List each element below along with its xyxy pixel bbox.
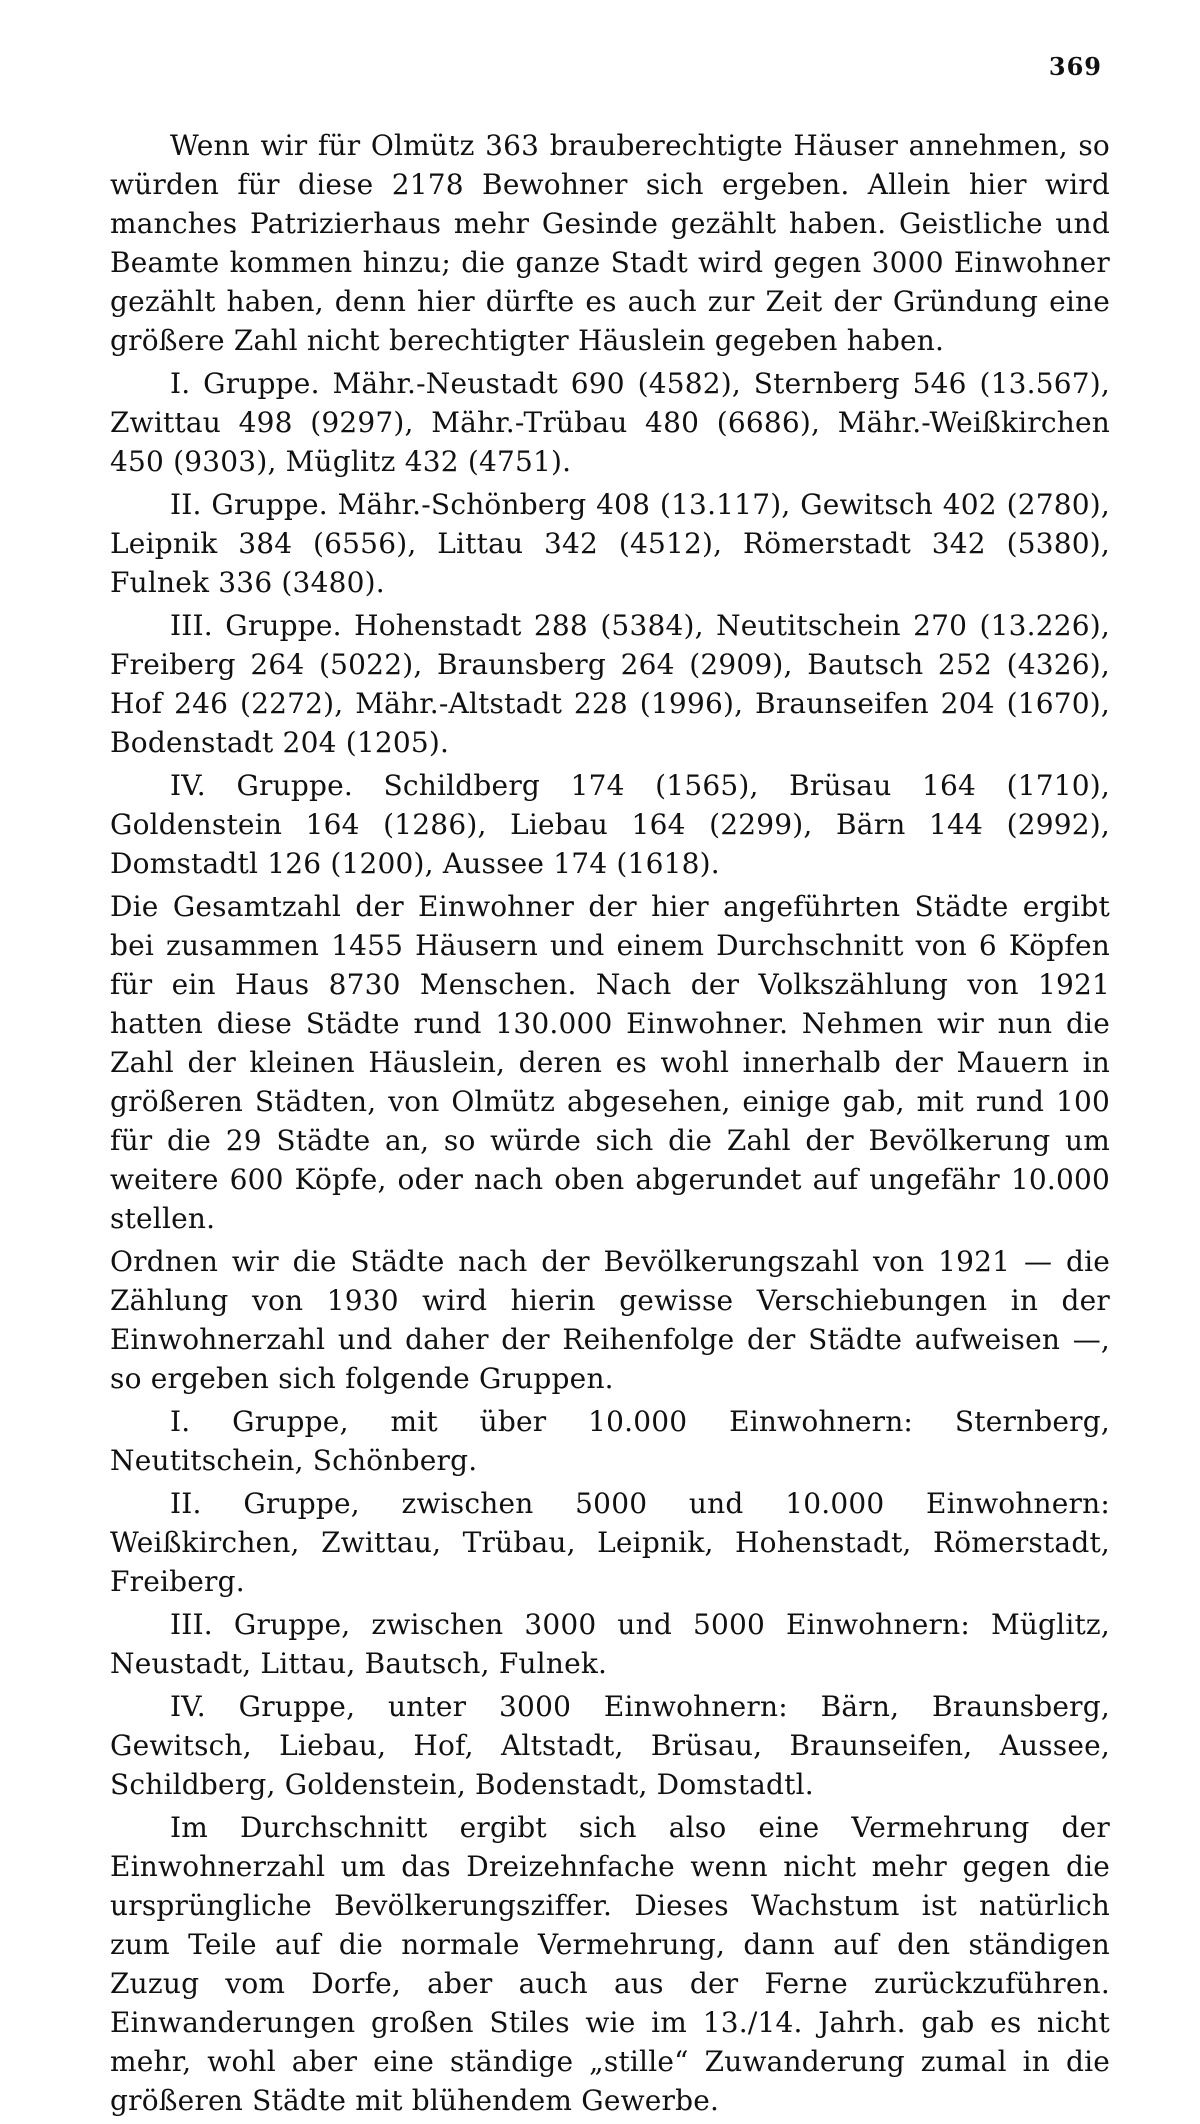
population-estimate-paragraph: Die Gesamtzahl der Einwohner der hier angeführten Städte ergibt bei zusammen 1455 Häusern und einem Durchschnitt von 6 Köpfen für ein Haus 8730 Menschen. Nach der Volkszählung von 1921 hatten diese Städte rund 130.000 Einwohner. Nehmen wir nun die Zahl der kleinen Häuslein, deren es wohl innerhalb der Mauern in größeren Städten, von Olmütz abgesehen, einige gab, mit rund 100 für die 29 Städte an, so würde sich die Zahl der Bevölkerung um weitere 600 Köpfe, oder nach oben abgerundet auf ungefähr 10.000 stellen. xyxy=(110,890,1110,1235)
document-text xyxy=(110,126,1110,2124)
population-group-two: II. Gruppe, zwischen 5000 und 10.000 Einwohnern: Weißkirchen, Zwittau, Trübau, Leipnik, Hohenstadt, Römerstadt, Freiberg. xyxy=(110,1487,1110,1598)
population-group-four: IV. Gruppe, unter 3000 Einwohnern: Bärn, Braunsberg, Gewitsch, Liebau, Hof, Altstadt, Brüsau, Braunseifen, Aussee, Schildberg, Goldenstein, Bodenstadt, Domstadtl. xyxy=(110,1690,1110,1801)
document-page xyxy=(110,52,1110,2117)
group-two-paragraph: II. Gruppe. Mähr.-Schönberg 408 (13.117), Gewitsch 402 (2780), Leipnik 384 (6556), Littau 342 (4512), Römerstadt 342 (5380), Fulnek 336 (3480). xyxy=(110,488,1110,599)
page-number: 369 xyxy=(1048,52,1102,81)
intro-paragraph: Wenn wir für Olmütz 363 brauberechtigte Häuser annehmen, so würden für diese 2178 Bewohner sich ergeben. Allein hier wird manches Patrizierhaus mehr Gesinde gezählt haben. Geistliche und Beamte kommen hinzu; die ganze Stadt wird gegen 3000 Einwohner gezählt haben, denn hier dürfte es auch zur Zeit der Gründung eine größere Zahl nicht berechtigter Häuslein gegeben haben. xyxy=(110,129,1110,357)
closing-paragraph: Im Durchschnitt ergibt sich also eine Vermehrung der Einwohnerzahl um das Dreizehnfache wenn nicht mehr gegen die ursprüngliche Bevölkerungsziffer. Dieses Wachstum ist natürlich zum Teile auf die normale Vermehrung, dann auf den ständigen Zuzug vom Dorfe, aber auch aus der Ferne zurückzuführen. Einwanderungen großen Stiles wie im 13./14. Jahrh. gab es nicht mehr, wohl aber eine ständige „stille“ Zuwanderung zumal in die größeren Städte mit blühendem Gewerbe. xyxy=(110,1811,1110,2117)
group-one-paragraph: I. Gruppe. Mähr.-Neustadt 690 (4582), Sternberg 546 (13.567), Zwittau 498 (9297), Mähr.-Trübau 480 (6686), Mähr.-Weißkirchen 450 (9303), Müglitz 432 (4751). xyxy=(110,367,1110,478)
group-three-paragraph: III. Gruppe. Hohenstadt 288 (5384), Neutitschein 270 (13.226), Freiberg 264 (5022), Braunsberg 264 (2909), Bautsch 252 (4326), Hof 246 (2272), Mähr.-Altstadt 228 (1996), Braunseifen 204 (1670), Bodenstadt 204 (1205). xyxy=(110,609,1110,759)
group-four-paragraph: IV. Gruppe. Schildberg 174 (1565), Brüsau 164 (1710), Goldenstein 164 (1286), Liebau 164 (2299), Bärn 144 (2992), Domstadtl 126 (1200), Aussee 174 (1618). xyxy=(110,769,1110,880)
population-group-one: I. Gruppe, mit über 10.000 Einwohnern: Sternberg, Neutitschein, Schönberg. xyxy=(110,1405,1110,1477)
population-group-three: III. Gruppe, zwischen 3000 und 5000 Einwohnern: Müglitz, Neustadt, Littau, Bautsch, Fulnek. xyxy=(110,1608,1110,1680)
ordering-paragraph: Ordnen wir die Städte nach der Bevölkerungszahl von 1921 — die Zählung von 1930 wird hierin gewisse Verschiebungen in der Einwohnerzahl und daher der Reihenfolge der Städte aufweisen —, so ergeben sich folgende Gruppen. xyxy=(110,1245,1110,1395)
